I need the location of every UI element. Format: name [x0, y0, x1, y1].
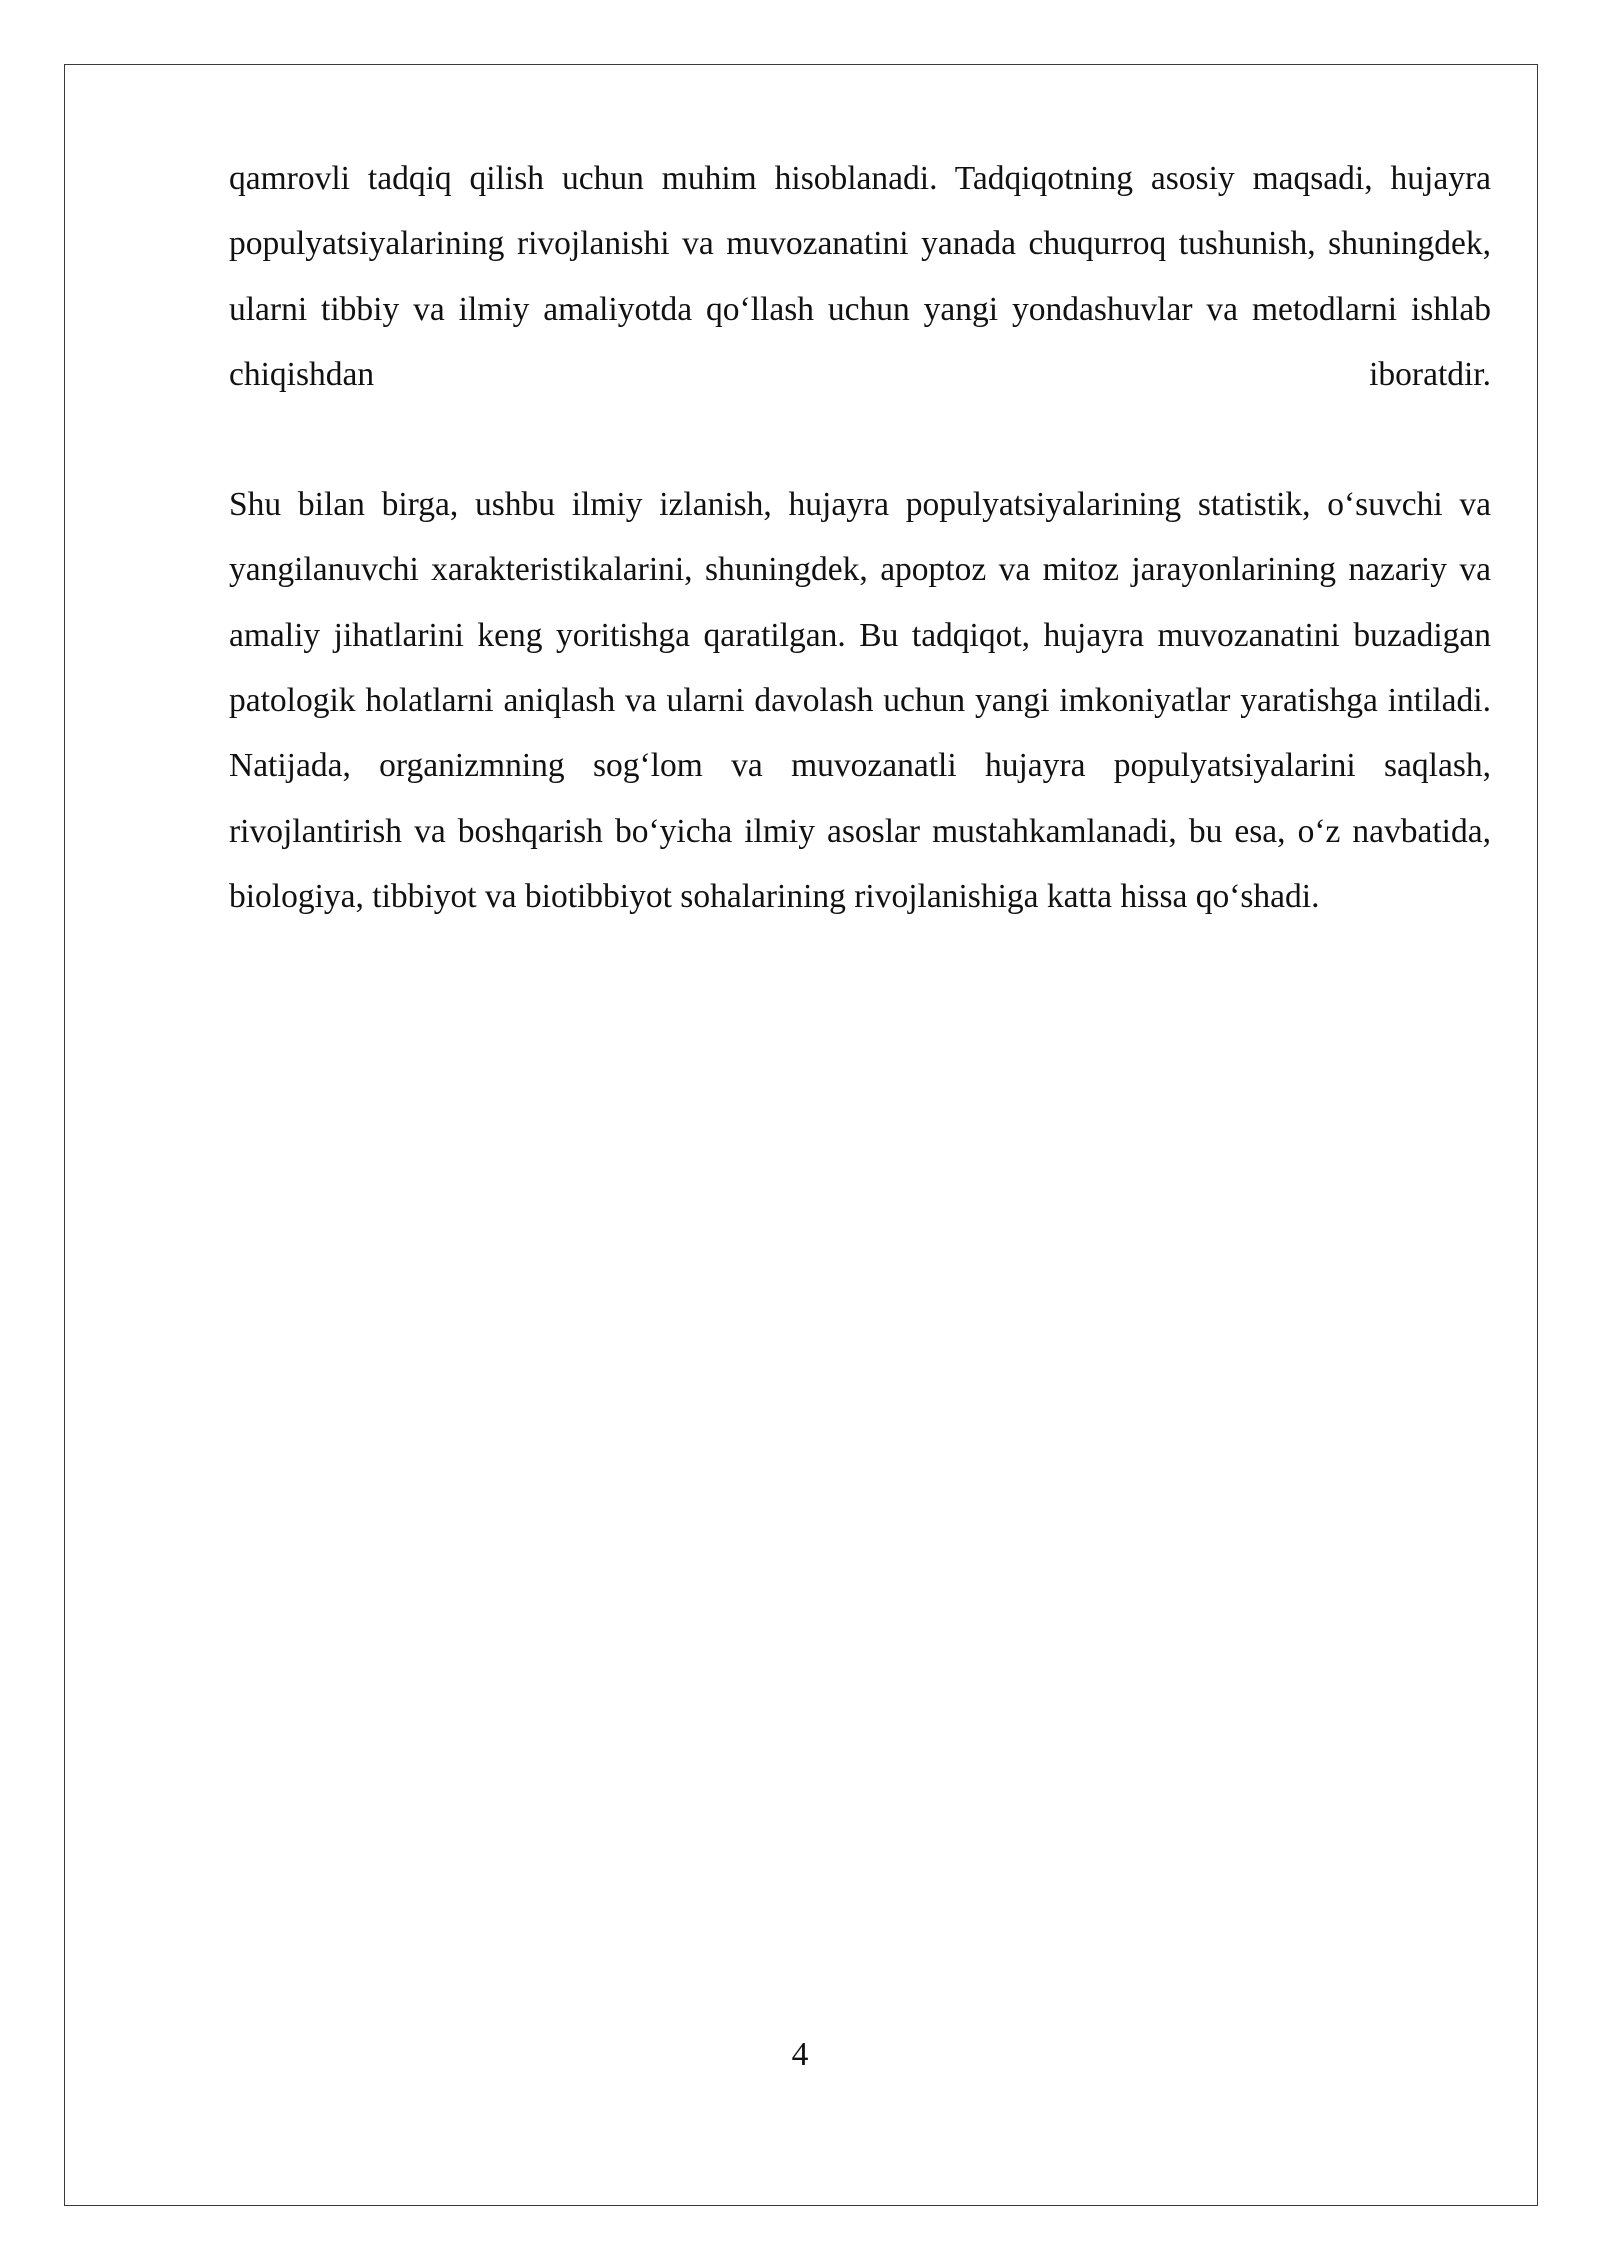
page-number: 4: [791, 2036, 809, 2073]
paragraph-1: qamrovli tadqiq qilish uchun muhim hisoblanadi. Tadqiqotning asosiy maqsadi, hujayra populyatsiyalarining rivojlanishi va muvozanatini yanada chuqurroq tushunish, shuningdek, ularni tibbiy va ilmiy amaliyotda qo‘llash uchun yangi yondashuvlar va metodlarni ishlab chiqishdan iboratdir.: [229, 160, 1491, 393]
paragraph-spacer: [229, 407, 1491, 472]
paragraph-2: Shu bilan birga, ushbu ilmiy izlanish, hujayra populyatsiyalarining statistik, o‘suvchi va yangilanuvchi xarakteristikalarini, shuningdek, apoptoz va mitoz jarayonlarining nazariy va amaliy jihatlarini keng yoritishga qaratilgan. Bu tadqiqot, hujayra muvozanatini buzadigan patologik holatlarni aniqlash va ularni davolash uchun yangi imkoniyatlar yaratishga intiladi. Natijada, organizmning sog‘lom va muvozanatli hujayra populyatsiyalarini saqlash, rivojlantirish va boshqarish bo‘yicha ilmiy asoslar mustahkamlanadi, bu esa, o‘z navbatida, biologiya, tibbiyot va biotibbiyot sohalarining rivojlanishiga katta hissa qo‘shadi.: [229, 486, 1491, 915]
document-body: [229, 146, 1491, 929]
